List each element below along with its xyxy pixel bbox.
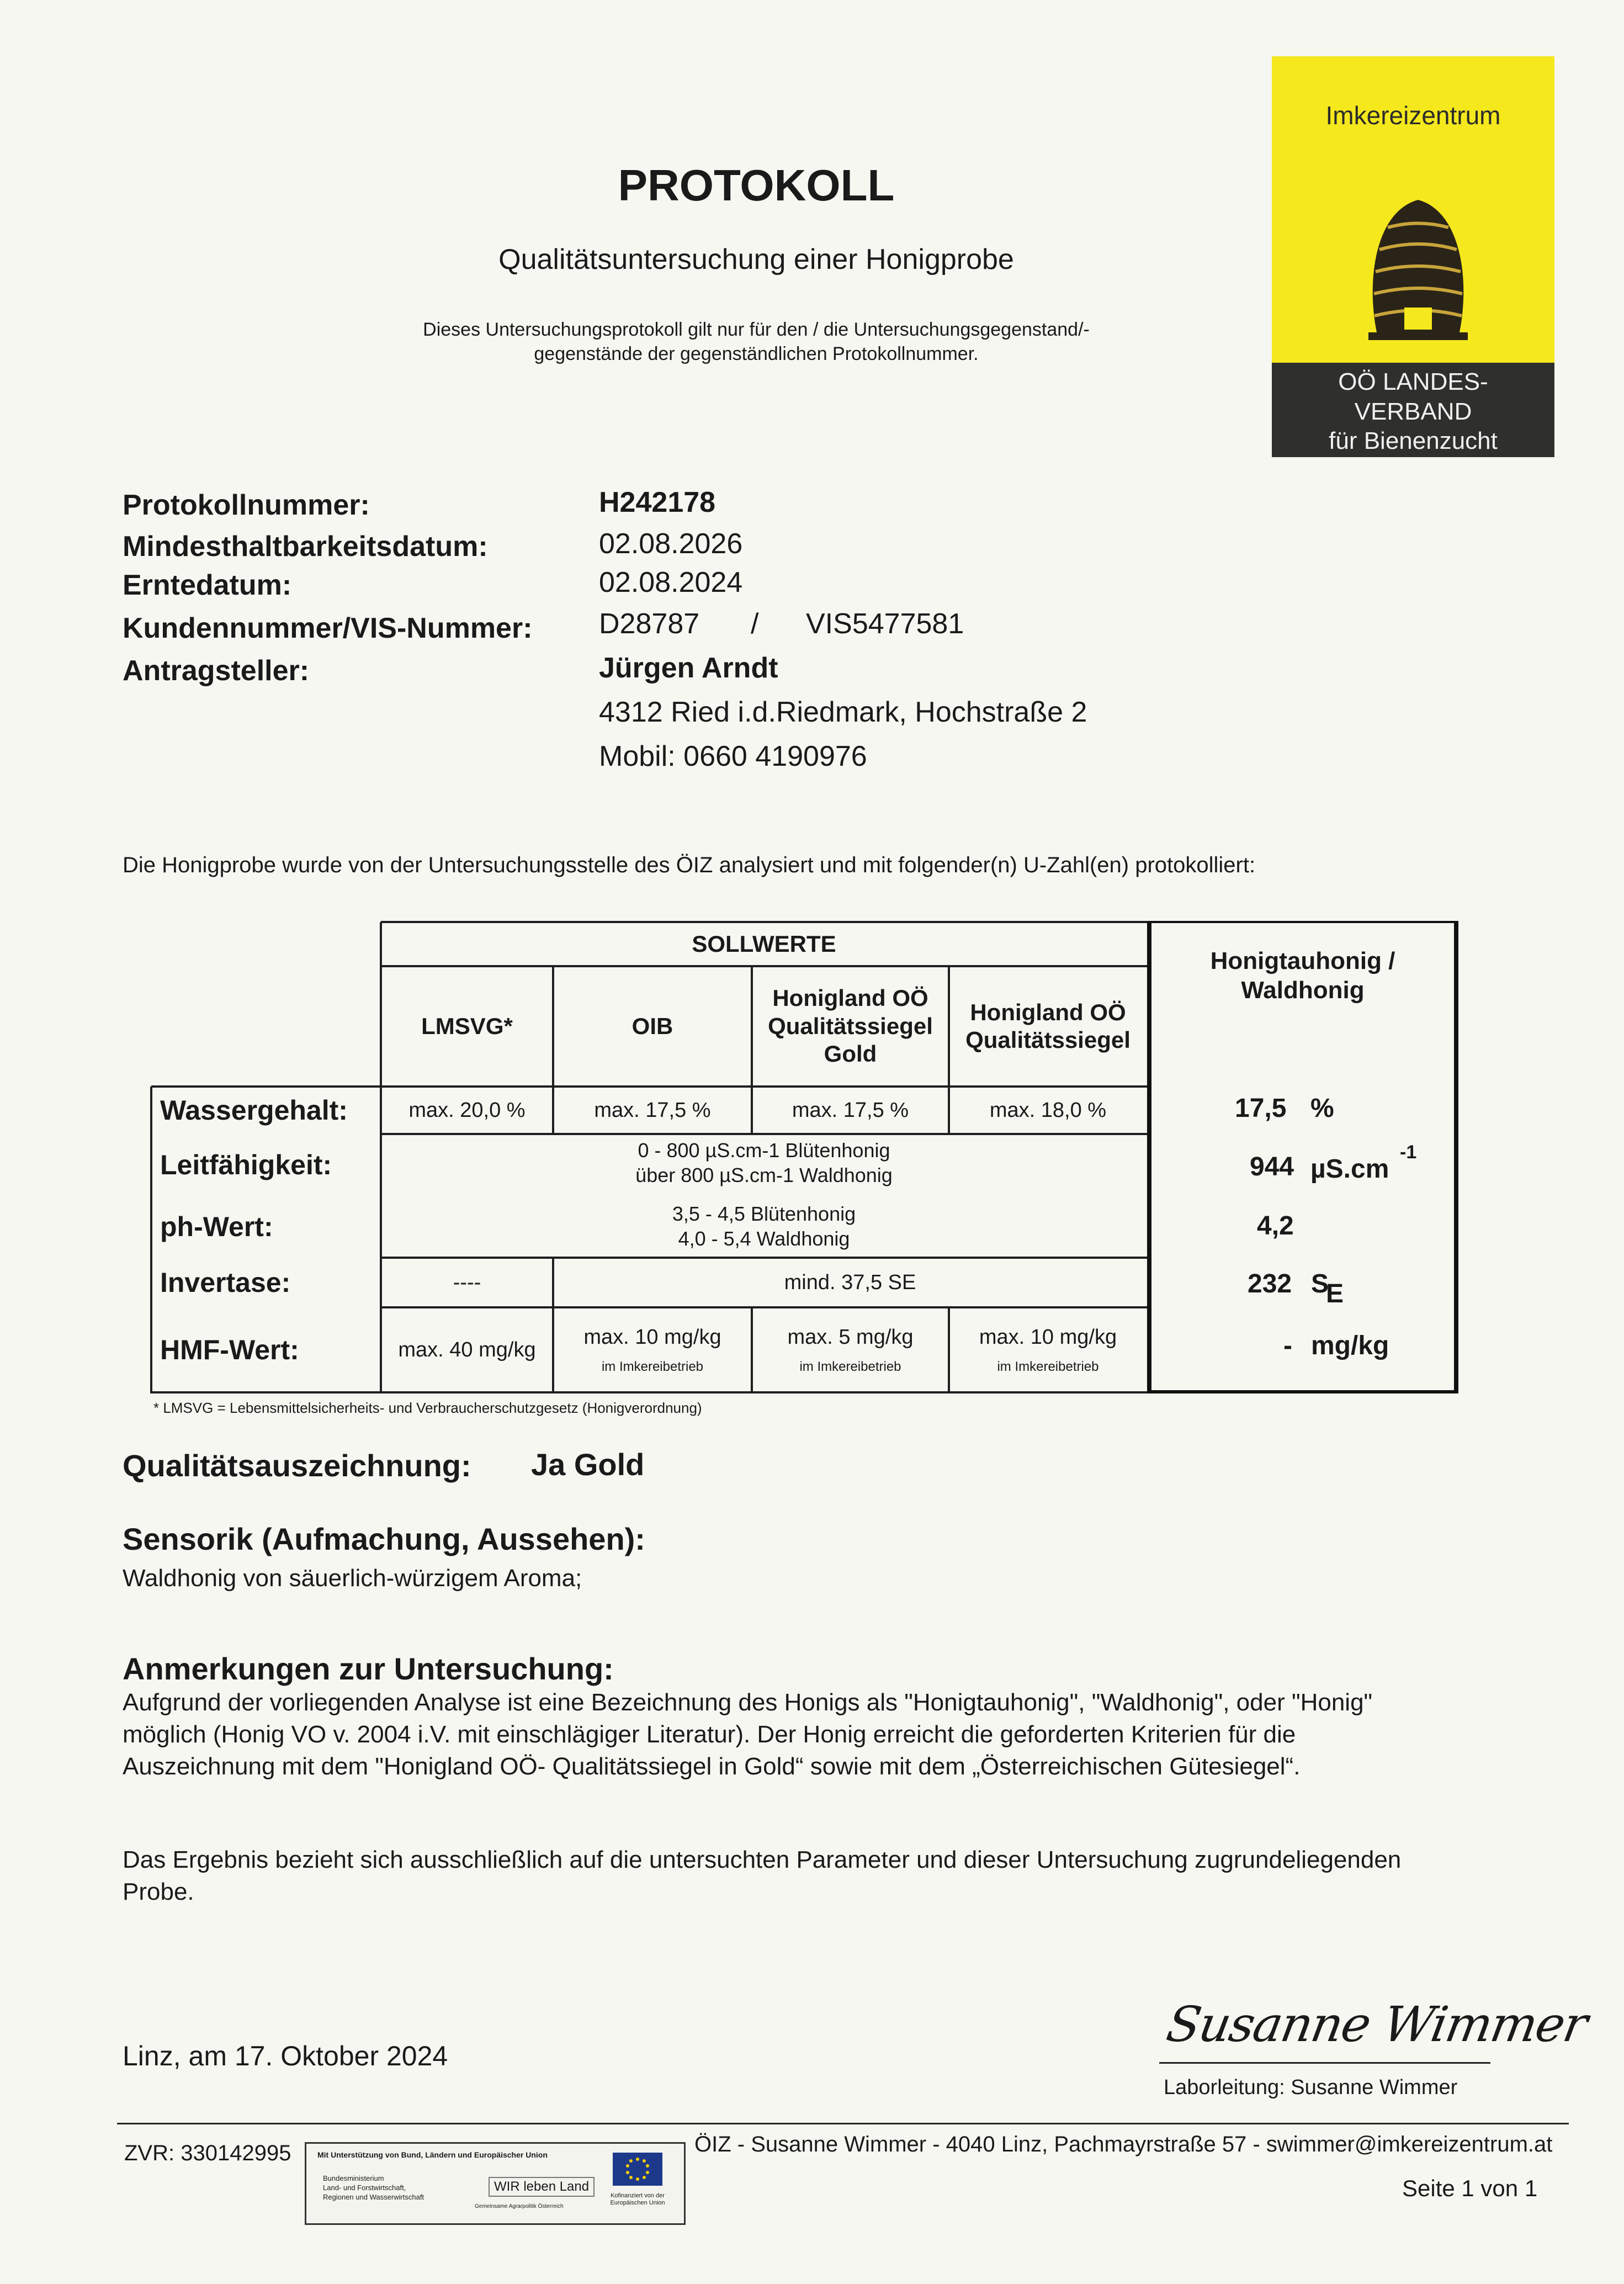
hmf-siegel-value: max. 10 mg/kg bbox=[979, 1325, 1117, 1349]
logo-top-text: Imkereizentrum bbox=[1325, 101, 1501, 130]
mhd-label: Mindesthaltbarkeitsdatum: bbox=[123, 531, 488, 563]
wasser-oib: max. 17,5 % bbox=[594, 1098, 711, 1122]
ergebnis-line-2: Probe. bbox=[123, 1878, 194, 1905]
hmf-oib bbox=[553, 1307, 752, 1392]
validity-line-1: Dieses Untersuchungsprotokoll gilt nur für den / die Untersuchungsgegenstand/- bbox=[423, 319, 1090, 340]
protokollnummer-label: Protokollnummer: bbox=[123, 489, 370, 521]
invertase-result-unit-e: E bbox=[1326, 1279, 1344, 1308]
imkereizentrum-logo bbox=[1272, 56, 1554, 457]
wasser-gold: max. 17,5 % bbox=[792, 1098, 909, 1122]
invertase-result-unit-s: S bbox=[1311, 1269, 1329, 1299]
page-number: Seite 1 von 1 bbox=[1402, 2175, 1538, 2201]
ph-result-value: 4,2 bbox=[1257, 1211, 1294, 1241]
antragsteller-name: Jürgen Arndt bbox=[599, 652, 778, 684]
col-header-gold-line-3: Gold bbox=[824, 1041, 877, 1067]
ministry-line-3: Regionen und Wasserwirtschaft bbox=[323, 2192, 424, 2201]
col-header-gold-line-1: Honigland OÖ bbox=[772, 985, 928, 1011]
quality-label: Qualitätsauszeichnung: bbox=[123, 1448, 471, 1483]
result-header-line-2: Waldhonig bbox=[1241, 977, 1365, 1004]
hmf-result-value: - bbox=[1283, 1331, 1292, 1360]
footer-address: ÖIZ - Susanne Wimmer - 4040 Linz, Pachmayrstraße 57 - swimmer@imkereizentrum.at bbox=[694, 2132, 1553, 2156]
antragsteller-mobile: Mobil: 0660 4190976 bbox=[599, 740, 867, 772]
anmerkungen-line-1: Aufgrund der vorliegenden Analyse ist eine Bezeichnung des Honigs als "Honigtauhonig", "Waldhonig", oder "Honig" bbox=[123, 1689, 1373, 1716]
row-label-wassergehalt: Wassergehalt: bbox=[160, 1095, 348, 1126]
hmf-gold bbox=[752, 1307, 949, 1392]
lmsvg-footnote: * LMSVG = Lebensmittelsicherheits- und Verbraucherschutzgesetz (Honigverordnung) bbox=[153, 1400, 702, 1416]
antragsteller-label: Antragsteller: bbox=[123, 655, 310, 687]
document-subtitle: Qualitätsuntersuchung einer Honigprobe bbox=[498, 243, 1014, 275]
col-header-siegel-line-2: Qualitätssiegel bbox=[965, 1027, 1131, 1053]
wasser-lmsvg: max. 20,0 % bbox=[408, 1098, 526, 1122]
eu-fund-text bbox=[607, 2192, 668, 2207]
kundennummer-separator: / bbox=[751, 608, 759, 640]
sensorik-text: Waldhonig von säuerlich-würzigem Aroma; bbox=[123, 1565, 582, 1592]
leit-sollwert-line-1: 0 - 800 µS.cm-1 Blütenhonig bbox=[638, 1139, 890, 1162]
eu-flag-icon bbox=[613, 2153, 662, 2186]
row-label-invertase: Invertase: bbox=[160, 1267, 291, 1298]
hmf-gold-value: max. 5 mg/kg bbox=[787, 1325, 914, 1349]
eu-fund-line-1: Kofinanziert von der bbox=[611, 2192, 665, 2199]
result-header bbox=[1151, 943, 1454, 1009]
kundennummer-label: Kundennummer/VIS-Nummer: bbox=[123, 612, 533, 644]
ergebnis-line-1: Das Ergebnis bezieht sich ausschließlich auf die untersuchten Parameter und dieser Untersuchung zugrundeliegenden bbox=[123, 1846, 1402, 1873]
erntedatum-value: 02.08.2024 bbox=[599, 566, 743, 598]
col-header-oib: OIB bbox=[631, 1013, 673, 1039]
wir-subtitle: Gemeinsame Agrarpolitik Österreich bbox=[475, 2203, 564, 2209]
row-label-ph: ph-Wert: bbox=[160, 1211, 273, 1242]
hmf-oib-note: im Imkereibetrieb bbox=[601, 1359, 704, 1374]
place-date: Linz, am 17. Oktober 2024 bbox=[123, 2041, 448, 2071]
col-header-gold bbox=[752, 966, 949, 1087]
col-header-siegel bbox=[949, 966, 1147, 1087]
ph-sollwert bbox=[381, 1200, 1147, 1253]
mhd-value: 02.08.2026 bbox=[599, 528, 743, 560]
hmf-siegel-note: im Imkereibetrieb bbox=[997, 1359, 1099, 1374]
hmf-siegel bbox=[949, 1307, 1147, 1392]
funding-logo-box bbox=[305, 2142, 686, 2225]
footer-divider bbox=[117, 2123, 1569, 2124]
anmerkungen-line-2: möglich (Honig VO v. 2004 i.V. mit einschlägiger Literatur). Der Honig erreicht die geforderten Kriterien für die bbox=[123, 1721, 1296, 1748]
leit-sollwert bbox=[381, 1136, 1147, 1189]
results-table bbox=[150, 921, 1458, 1393]
ministry-line-2: Land- und Forstwirtschaft, bbox=[323, 2183, 406, 2192]
hmf-gold-note: im Imkereibetrieb bbox=[799, 1359, 901, 1374]
leit-sollwert-line-2: über 800 µS.cm-1 Waldhonig bbox=[635, 1164, 893, 1186]
logo-bottom-line-3: für Bienenzucht bbox=[1329, 427, 1498, 455]
erntedatum-label: Erntedatum: bbox=[123, 569, 292, 601]
anmerkungen-line-3: Auszeichnung mit dem "Honigland OÖ- Qualitätssiegel in Gold“ sowie mit dem „Österreichischen Gütesiegel“. bbox=[123, 1753, 1301, 1780]
analysis-intro: Die Honigprobe wurde von der Untersuchungsstelle des ÖIZ analysiert und mit folgender(n) U-Zahl(en) protokolliert: bbox=[123, 853, 1256, 877]
wasser-result-unit: % bbox=[1310, 1094, 1334, 1123]
col-header-siegel-line-1: Honigland OÖ bbox=[970, 999, 1126, 1025]
leit-result-sup: -1 bbox=[1400, 1142, 1417, 1163]
handwritten-signature: Susanne Wimmer bbox=[1162, 1996, 1591, 2053]
leit-result-unit: µS.cm bbox=[1310, 1154, 1389, 1184]
ph-sollwert-line-1: 3,5 - 4,5 Blütenhonig bbox=[672, 1202, 856, 1225]
ministry-text bbox=[323, 2174, 424, 2202]
col-header-gold-line-2: Qualitätssiegel bbox=[768, 1013, 933, 1039]
row-label-hmf: HMF-Wert: bbox=[160, 1334, 299, 1365]
ph-sollwert-line-2: 4,0 - 5,4 Waldhonig bbox=[678, 1227, 850, 1250]
logo-bottom-line-2: VERBAND bbox=[1354, 398, 1472, 425]
protokollnummer-value: H242178 bbox=[599, 486, 716, 518]
validity-line-2: gegenstände der gegenständlichen Protokollnummer. bbox=[534, 343, 979, 365]
logo-bottom-line-1: OÖ LANDES- bbox=[1338, 368, 1488, 395]
vis-nummer-value: VIS5477581 bbox=[806, 608, 964, 640]
quality-value: Ja Gold bbox=[531, 1447, 645, 1482]
hmf-result-unit: mg/kg bbox=[1311, 1331, 1389, 1360]
beehive-icon bbox=[1355, 167, 1482, 377]
kundennummer-value: D28787 bbox=[599, 608, 700, 640]
anmerkungen-heading: Anmerkungen zur Untersuchung: bbox=[123, 1651, 614, 1686]
ministry-line-1: Bundesministerium bbox=[323, 2174, 384, 2182]
validity-note bbox=[309, 317, 1203, 366]
eu-fund-line-2: Europäischen Union bbox=[610, 2200, 665, 2207]
wasser-result-value: 17,5 bbox=[1235, 1094, 1287, 1123]
invertase-lmsvg: ---- bbox=[453, 1270, 481, 1294]
signature-role: Laborleitung: Susanne Wimmer bbox=[1164, 2076, 1458, 2099]
row-label-leitfaehigkeit: Leitfähigkeit: bbox=[160, 1149, 332, 1180]
leit-result-value: 944 bbox=[1250, 1152, 1294, 1181]
zvr-number: ZVR: 330142995 bbox=[124, 2141, 291, 2165]
result-header-line-1: Honigtauhonig / bbox=[1210, 947, 1395, 975]
wasser-siegel: max. 18,0 % bbox=[989, 1098, 1107, 1122]
signature-line bbox=[1159, 2062, 1490, 2064]
invertase-sollwert: mind. 37,5 SE bbox=[784, 1270, 916, 1294]
wir-leben-land-logo: WIR leben Land bbox=[489, 2177, 595, 2197]
sollwerte-header: SOLLWERTE bbox=[692, 930, 836, 957]
logo-bottom-text bbox=[1272, 363, 1554, 457]
document-title: PROTOKOLL bbox=[618, 161, 895, 210]
sensorik-heading: Sensorik (Aufmachung, Aussehen): bbox=[123, 1522, 645, 1556]
funding-title: Mit Unterstützung von Bund, Ländern und Europäischer Union bbox=[317, 2150, 548, 2159]
col-header-lmsvg: LMSVG* bbox=[421, 1013, 513, 1039]
antragsteller-address: 4312 Ried i.d.Riedmark, Hochstraße 2 bbox=[599, 696, 1087, 728]
hmf-lmsvg: max. 40 mg/kg bbox=[398, 1338, 536, 1361]
hmf-oib-value: max. 10 mg/kg bbox=[583, 1325, 721, 1349]
invertase-result-value: 232 bbox=[1248, 1269, 1292, 1299]
